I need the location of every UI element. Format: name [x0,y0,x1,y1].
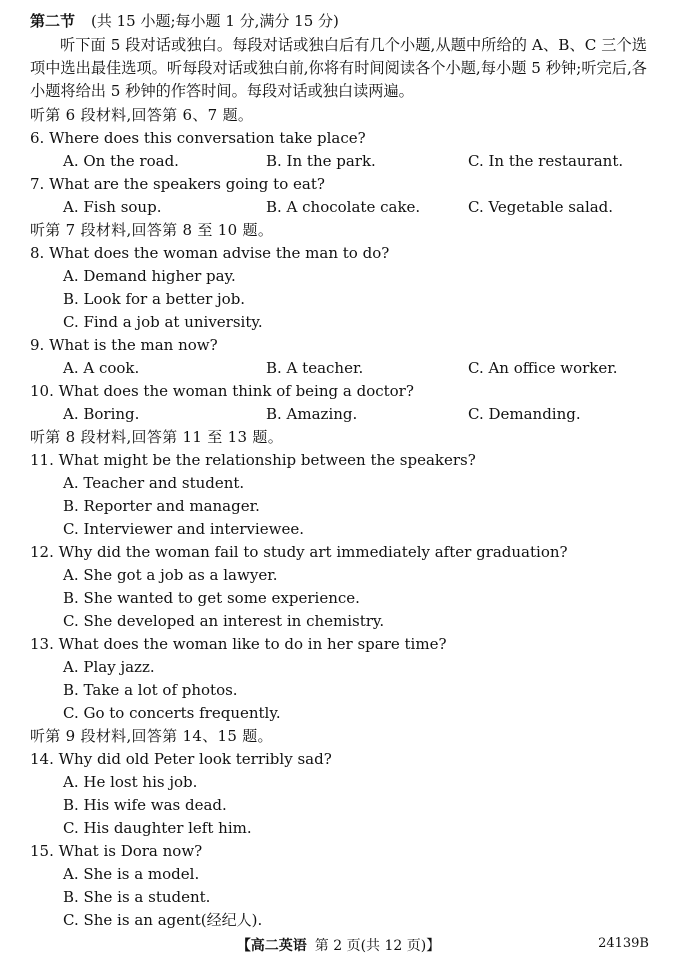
question-9-stem: 9. What is the man now? [30,336,218,354]
question-9-option-b: B. A teacher. [266,359,364,377]
footer-subject: 【高二英语 [236,938,307,954]
question-14-option-b: B. His wife was dead. [63,796,227,814]
question-15-option-b: B. She is a student. [63,888,211,906]
question-12-option-a: A. She got a job as a lawyer. [63,566,278,584]
group-intro-6: 听第 6 段材料,回答第 6、7 题。 [30,106,254,124]
instructions-paragraph: 听下面 5 段对话或独白。每段对话或独白后有几个小题,从题中所给的 A、B、C 三个选项中选出最佳选项。听每段对话或独白前,你将有时间阅读各个小题,每小题 5 秒钟;听完后,各小题将给出 5 秒钟的作答时间。每段对话或独白读两遍。 [30,36,647,100]
question-11-stem: 11. What might be the relationship between the speakers? [30,451,476,469]
question-7-option-b: B. A chocolate cake. [266,198,421,216]
question-7-option-c: C. Vegetable salad. [468,198,614,216]
question-7-stem: 7. What are the speakers going to eat? [30,175,325,193]
question-12-option-c: C. She developed an interest in chemistry. [63,612,385,630]
question-10-stem: 10. What does the woman think of being a doctor? [30,382,414,400]
question-15-stem: 15. What is Dora now? [30,842,203,860]
question-6-stem: 6. Where does this conversation take place? [30,129,366,147]
question-8-stem: 8. What does the woman advise the man to do? [30,244,390,262]
question-13-option-b: B. Take a lot of photos. [63,681,238,699]
question-13-option-a: A. Play jazz. [63,658,155,676]
question-12-stem: 12. Why did the woman fail to study art immediately after graduation? [30,543,568,561]
question-12-option-b: B. She wanted to get some experience. [63,589,360,607]
question-7-option-a: A. Fish soup. [63,198,162,216]
question-15-option-a: A. She is a model. [63,865,200,883]
question-14-option-c: C. His daughter left him. [63,819,252,837]
question-8-option-b: B. Look for a better job. [63,290,246,308]
question-6-options [30,150,655,173]
question-11-option-b: B. Reporter and manager. [63,497,260,515]
question-9-option-c: C. An office worker. [468,359,618,377]
question-13-option-c: C. Go to concerts frequently. [63,704,281,722]
question-7-options [30,196,655,219]
question-13-stem: 13. What does the woman like to do in her spare time? [30,635,447,653]
section-score: (共 15 小题;每小题 1 分,满分 15 分) [91,12,339,30]
footer-exam-code: 24139B [598,936,649,951]
questions-area [30,104,655,932]
section-title: 第二节 [30,12,76,30]
page-footer [0,935,677,955]
question-15-option-c: C. She is an agent(经纪人). [63,911,263,929]
question-10-option-b: B. Amazing. [266,405,358,423]
question-9-options [30,357,655,380]
group-intro-7: 听第 7 段材料,回答第 8 至 10 题。 [30,221,274,239]
group-intro-9: 听第 9 段材料,回答第 14、15 题。 [30,727,273,745]
question-6-option-c: C. In the restaurant. [468,152,624,170]
question-11-option-c: C. Interviewer and interviewee. [63,520,304,538]
question-10-options [30,403,655,426]
section-heading [30,10,339,31]
group-intro-8: 听第 8 段材料,回答第 11 至 13 题。 [30,428,283,446]
question-8-option-c: C. Find a job at university. [63,313,263,331]
question-10-option-a: A. Boring. [63,405,140,423]
question-6-option-b: B. In the park. [266,152,376,170]
footer-page-number: 第 2 页(共 12 页)】 [314,938,441,954]
question-9-option-a: A. A cook. [63,359,140,377]
question-14-stem: 14. Why did old Peter look terribly sad? [30,750,332,768]
question-8-option-a: A. Demand higher pay. [63,267,236,285]
question-10-option-c: C. Demanding. [468,405,581,423]
question-11-option-a: A. Teacher and student. [63,474,245,492]
question-6-option-a: A. On the road. [63,152,179,170]
question-14-option-a: A. He lost his job. [63,773,198,791]
